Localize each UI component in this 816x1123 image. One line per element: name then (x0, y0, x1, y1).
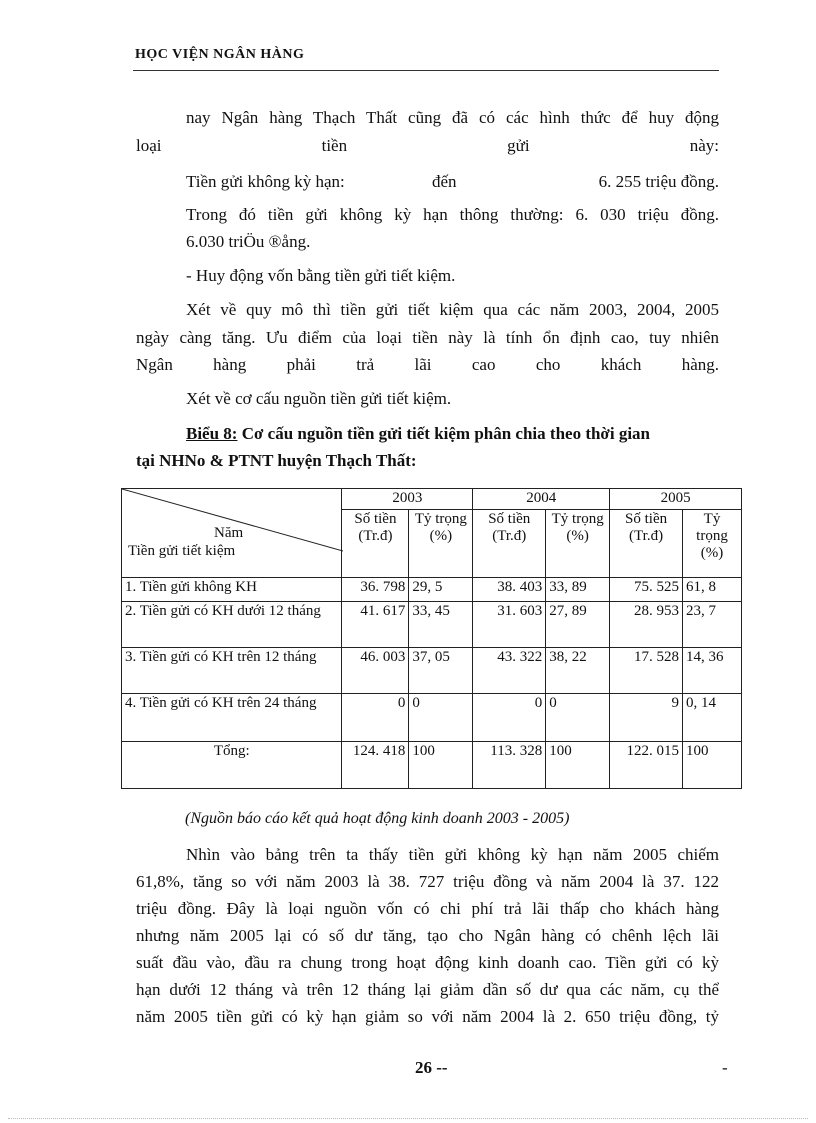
garbled-line: 6.030 triÖu ®ång. (186, 232, 311, 251)
total-cell: 122. 015 (610, 742, 683, 789)
cell: 14, 36 (683, 648, 742, 694)
cell: 38, 22 (546, 648, 610, 694)
non-term-value: 6. 255 triệu đồng. (598, 172, 719, 191)
cell: 41. 617 (342, 602, 409, 648)
caption-label: Biểu 8: (186, 424, 238, 443)
year-2003: 2003 (342, 489, 473, 510)
page-trailing-dash: - (722, 1058, 728, 1077)
cell: 27, 89 (546, 602, 610, 648)
col-amount: Số tiền (Tr.đ) (610, 510, 683, 578)
para4-line: năm 2005 tiền gửi có kỳ hạn giảm so với năm 2004 là 2. 650 triệu đồng, tỷ (136, 1007, 719, 1026)
cell: 28. 953 (610, 602, 683, 648)
para4-line: triệu đồng. Đây là loại nguồn vốn có chi phí trả lãi thấp cho khách hàng (136, 899, 719, 918)
col-amount: Số tiền (Tr.đ) (473, 510, 546, 578)
table-caption (186, 424, 719, 444)
ordinary-line: Trong đó tiền gửi không kỳ hạn thông thường: 6. 030 triệu đồng. (186, 205, 719, 224)
cell: 29, 5 (409, 578, 473, 602)
table-source: (Nguồn báo cáo kết quả hoạt động kinh doanh 2003 - 2005) (185, 810, 570, 827)
bullet-line: - Huy động vốn bằng tiền gửi tiết kiệm. (186, 266, 456, 285)
cell: 0, 14 (683, 694, 742, 742)
cell: 61, 8 (683, 578, 742, 602)
col-share: Tỷ trọng (%) (683, 510, 742, 578)
table-row (122, 602, 742, 648)
total-cell: 100 (409, 742, 473, 789)
corner-row-label: Tiền gửi tiết kiệm (128, 543, 236, 559)
para2-line2: ngày càng tăng. Ưu điểm của loại tiền này là tính ổn định cao, tuy nhiên (136, 328, 719, 347)
cell: 75. 525 (610, 578, 683, 602)
para4-line: hạn dưới 12 tháng và trên 12 tháng lại giảm dần số dư qua các năm, cụ thể (136, 980, 719, 999)
para4-line: suất đầu vào, đầu ra chung trong hoạt động kinh doanh cao. Tiền gửi có kỳ (136, 953, 719, 972)
row-label: 3. Tiền gửi có KH trên 12 tháng (122, 648, 342, 694)
col-amount: Số tiền (Tr.đ) (342, 510, 409, 578)
total-label: Tổng: (122, 742, 342, 789)
cell: 38. 403 (473, 578, 546, 602)
cell: 33, 89 (546, 578, 610, 602)
page-number: 26 -- (415, 1058, 448, 1077)
cell: 37, 05 (409, 648, 473, 694)
header-rule (133, 70, 719, 71)
non-term-line (186, 172, 719, 192)
corner-cell (122, 489, 342, 578)
row-label: 2. Tiền gửi có KH dưới 12 tháng (122, 602, 342, 648)
cell: 0 (546, 694, 610, 742)
non-term-label: Tiền gửi không kỳ hạn: (186, 172, 345, 191)
para1-line1: nay Ngân hàng Thạch Thất cũng đã có các hình thức để huy động (186, 108, 719, 127)
cell: 0 (473, 694, 546, 742)
cell: 46. 003 (342, 648, 409, 694)
col-share: Tỷ trọng (%) (546, 510, 610, 578)
row-label: 1. Tiền gửi không KH (122, 578, 342, 602)
total-cell: 100 (546, 742, 610, 789)
caption-line2: tại NHNo & PTNT huyện Thạch Thất: (136, 451, 417, 470)
savings-table (121, 488, 742, 789)
cell: 33, 45 (409, 602, 473, 648)
cell: 9 (610, 694, 683, 742)
non-term-arrow: đến (432, 172, 457, 191)
year-2004: 2004 (473, 489, 610, 510)
para2-line1: Xét về quy mô thì tiền gửi tiết kiệm qua các năm 2003, 2004, 2005 (186, 300, 719, 319)
cell: 43. 322 (473, 648, 546, 694)
col-share: Tỷ trọng (%) (409, 510, 473, 578)
cell: 0 (409, 694, 473, 742)
para4-line: Nhìn vào bảng trên ta thấy tiền gửi không kỳ hạn năm 2005 chiếm (186, 845, 719, 864)
row-label: 4. Tiền gửi có KH trên 24 tháng (122, 694, 342, 742)
corner-year-label: Năm (214, 525, 244, 541)
table-row (122, 694, 742, 742)
bottom-rule (8, 1118, 808, 1119)
total-cell: 113. 328 (473, 742, 546, 789)
para3: Xét về cơ cấu nguồn tiền gửi tiết kiệm. (186, 389, 452, 408)
caption-text: Cơ cấu nguồn tiền gửi tiết kiệm phân chia theo thời gian (237, 424, 650, 443)
running-header: HỌC VIỆN NGÂN HÀNG (135, 47, 305, 62)
para4-line: 61,8%, tăng so với năm 2003 là 38. 727 triệu đồng và năm 2004 là 37. 122 (136, 872, 719, 891)
para4-line: nhưng năm 2005 lại có số dư tăng, tạo cho Ngân hàng có chênh lệch lãi (136, 926, 719, 945)
table-row (122, 578, 742, 602)
total-cell: 124. 418 (342, 742, 409, 789)
cell: 31. 603 (473, 602, 546, 648)
cell: 0 (342, 694, 409, 742)
year-2005: 2005 (610, 489, 742, 510)
total-row (122, 742, 742, 789)
total-cell: 100 (683, 742, 742, 789)
cell: 36. 798 (342, 578, 409, 602)
cell: 23, 7 (683, 602, 742, 648)
para2-line3: Ngân hàng phải trả lãi cao cho khách hàng. (136, 355, 719, 374)
cell: 17. 528 (610, 648, 683, 694)
para1-line2: loại tiền gửi này: (136, 136, 719, 155)
table-row (122, 648, 742, 694)
